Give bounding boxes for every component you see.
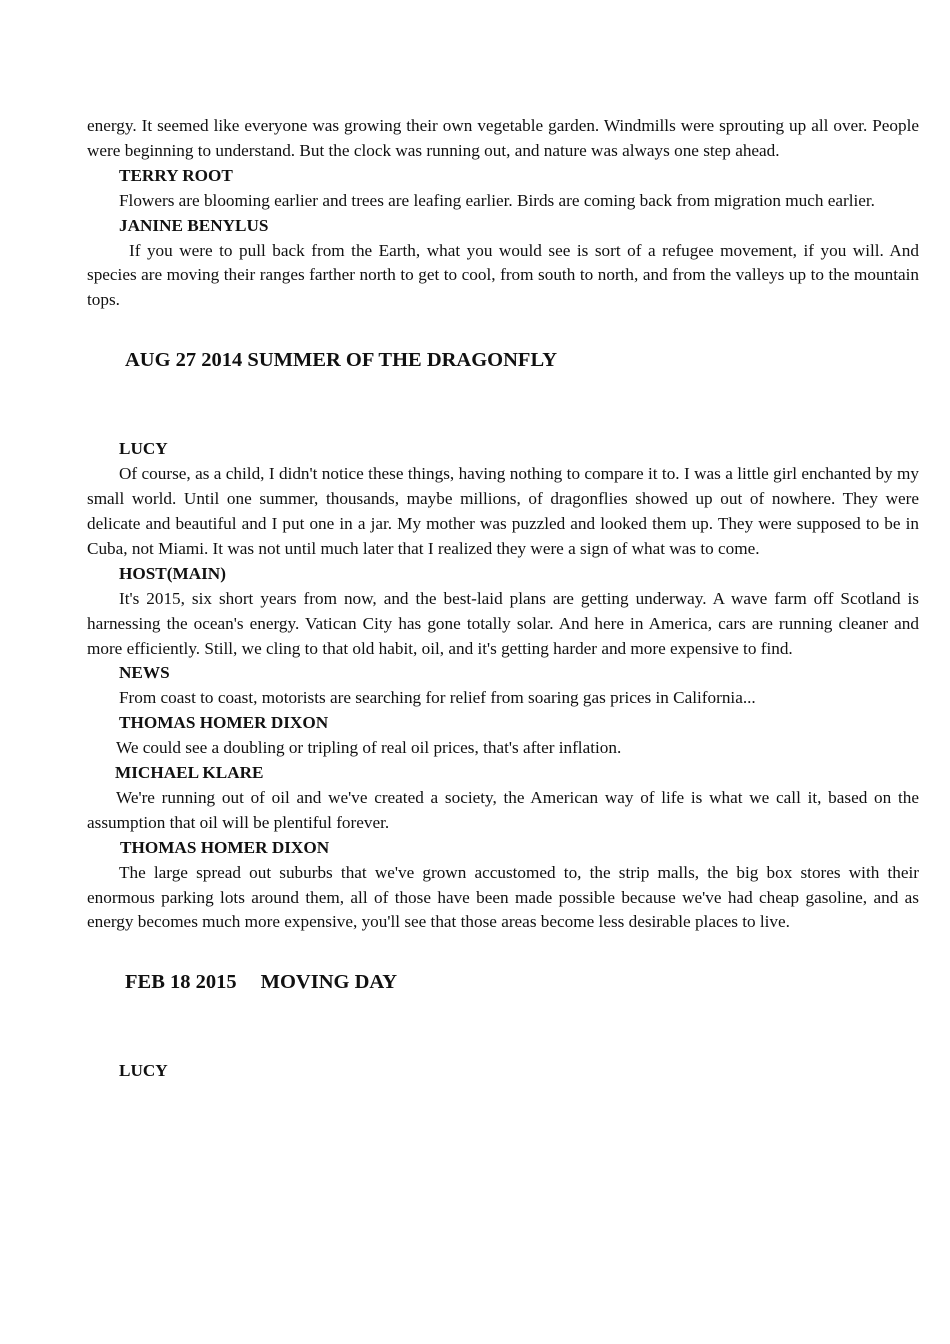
thomas-homer-dixon-paragraph: The large spread out suburbs that we've grown accustomed to, the strip malls, the big box stores with their enormous parking lots around them, all of those have been made possible because we've had cheap gasoline, and as energy becomes much more expensive, you'll see that those areas become less desirable places to live.: [87, 862, 919, 932]
speaker-host-main: HOST(MAIN): [119, 563, 226, 583]
heading-date: FEB 18 2015: [125, 971, 237, 994]
news-paragraph: From coast to coast, motorists are searching for relief from soaring gas prices in California...: [119, 688, 756, 708]
speaker-thomas-homer-dixon: THOMAS HOMER DIXON: [119, 713, 329, 733]
speaker-terry-root: TERRY ROOT: [119, 165, 233, 185]
speaker-news: NEWS: [119, 663, 170, 683]
speaker-lucy: LUCY: [119, 439, 168, 459]
lucy-paragraph: Of course, as a child, I didn't notice these things, having nothing to compare it to. I was a little girl enchanted by my small world. Until one summer, thousands, maybe millions, of dragonflies showed up out of nowhere. They were delicate and beautiful and I put one in a jar. My mother was puzzled and looked them up. They were supposed to be in Cuba, not Miami. It was not until much later that I realized they were a sign of what was to come.: [87, 464, 919, 558]
speaker-thomas-homer-dixon: THOMAS HOMER DIXON: [120, 837, 330, 857]
section-heading-moving-day: [87, 969, 919, 995]
speaker-janine-benylus: JANINE BENYLUS: [119, 215, 269, 235]
speaker-michael-klare: MICHAEL KLARE: [115, 763, 264, 783]
michael-klare-paragraph: We're running out of oil and we've created a society, the American way of life is what we call it, based on the assumption that oil will be plentiful forever.: [87, 787, 919, 832]
section-heading-dragonfly: AUG 27 2014 SUMMER OF THE DRAGONFLY: [125, 349, 558, 372]
document-page: [87, 114, 919, 1084]
terry-root-paragraph: Flowers are blooming earlier and trees are leafing earlier. Birds are coming back from migration much earlier.: [119, 190, 875, 210]
host-paragraph: It's 2015, six short years from now, and the best-laid plans are getting underway. A wave farm off Scotland is harnessing the ocean's energy. Vatican City has gone totally solar. And here in America, cars are running cleaner and more efficiently. Still, we cling to that old habit, oil, and it's getting harder and more expensive to find.: [87, 588, 919, 658]
intro-paragraph: energy. It seemed like everyone was growing their own vegetable garden. Windmills were sprouting up all over. People were beginning to understand. But the clock was running out, and nature was always one step ahead.: [87, 116, 919, 160]
janine-benylus-paragraph: If you were to pull back from the Earth, what you would see is sort of a refugee movement, if you will. And species are moving their ranges farther north to get to cool, from south to north, and from the valleys up to the mountain tops.: [87, 240, 919, 310]
speaker-lucy: LUCY: [119, 1061, 168, 1081]
heading-title: MOVING DAY: [260, 971, 398, 994]
thomas-homer-dixon-paragraph: We could see a doubling or tripling of real oil prices, that's after inflation.: [116, 738, 622, 758]
